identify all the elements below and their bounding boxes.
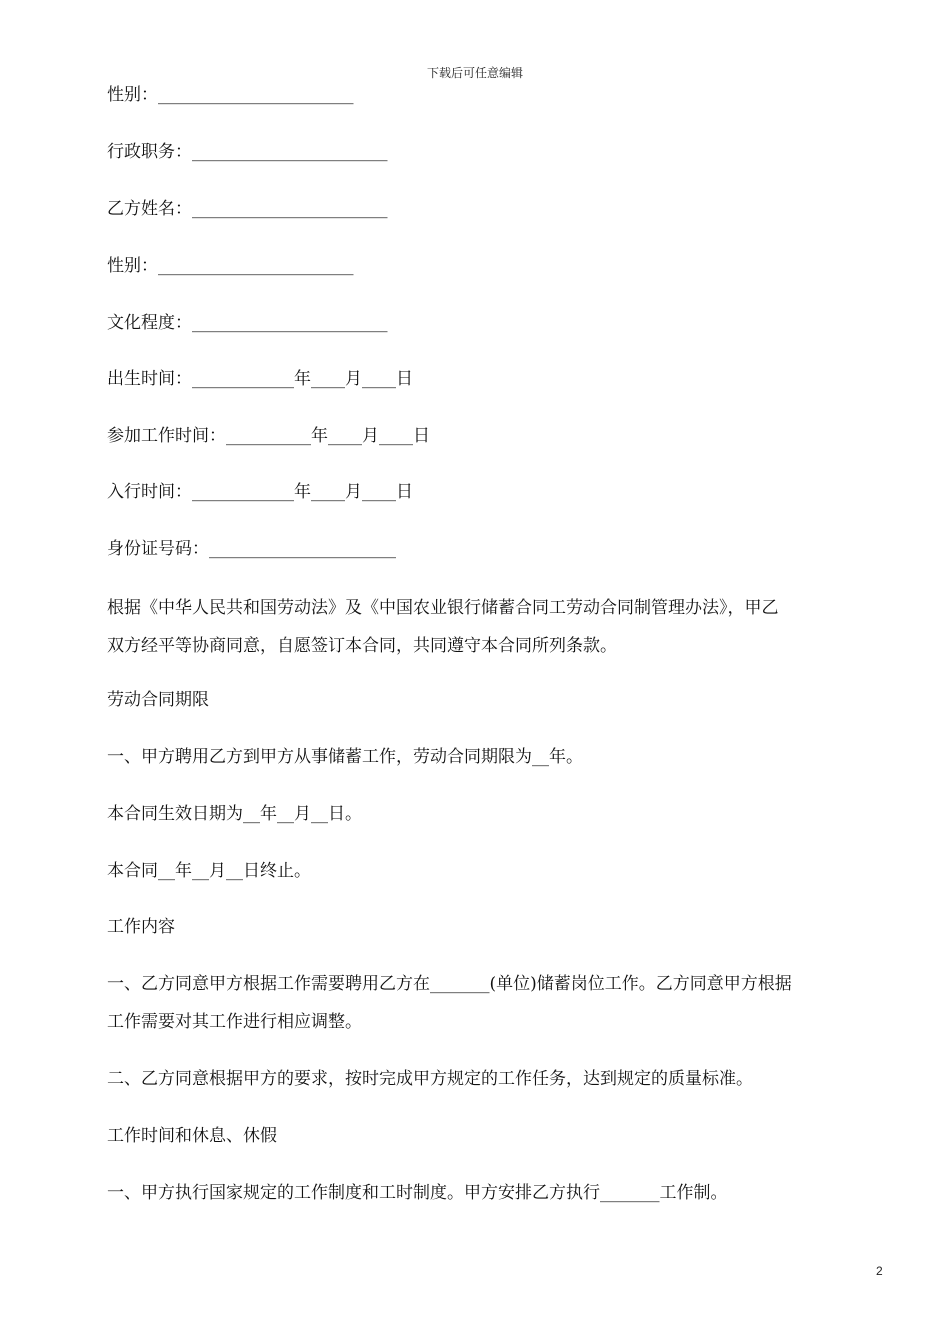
field-education: 文化程度：_______________________ [107, 313, 388, 333]
page-header-note: 下载后可任意编辑 [426, 66, 523, 80]
field-id-number: 身份证号码：______________________ [107, 539, 396, 559]
field-party-b-name: 乙方姓名：_______________________ [107, 199, 388, 219]
effective-date-clause: 本合同生效日期为__年__月__日。 [107, 804, 362, 824]
term-clause-1: 一、甲方聘用乙方到甲方从事储蓄工作，劳动合同期限为__年。 [107, 747, 583, 767]
basis-paragraph: 根据《中华人民共和国劳动法》及《中国农业银行储蓄合同工劳动合同制管理办法》，甲乙 双方经平等协商同意，自愿签订本合同，共同遵守本合同所列条款。 [107, 598, 779, 656]
field-work-start-date: 参加工作时间：__________年____月____日 [107, 426, 430, 446]
content-clause-2: 二、乙方同意根据甲方的要求，按时完成甲方规定的工作任务，达到规定的质量标准。 [107, 1069, 753, 1089]
field-gender-a: 性别：_______________________ [107, 85, 354, 105]
hours-clause-1: 一、甲方执行国家规定的工作制度和工时制度。甲方安排乙方执行_______工作制。 [107, 1183, 728, 1203]
field-birth-date: 出生时间：____________年____月____日 [107, 369, 413, 389]
section-heading-hours: 工作时间和休息、休假 [107, 1126, 277, 1146]
content-clause-1: 一、乙方同意甲方根据工作需要聘用乙方在_______(单位)储蓄岗位工作。乙方同意甲方根据 工作需要对其工作进行相应调整。 [107, 974, 792, 1032]
field-gender-b: 性别：_______________________ [107, 256, 354, 276]
section-heading-term: 劳动合同期限 [107, 690, 209, 710]
section-heading-content: 工作内容 [107, 917, 175, 937]
field-admin-position: 行政职务：_______________________ [107, 142, 388, 162]
page-number: 2 [876, 1264, 883, 1278]
field-bank-entry-date: 入行时间：____________年____月____日 [107, 482, 413, 502]
end-date-clause: 本合同__年__月__日终止。 [107, 861, 311, 881]
